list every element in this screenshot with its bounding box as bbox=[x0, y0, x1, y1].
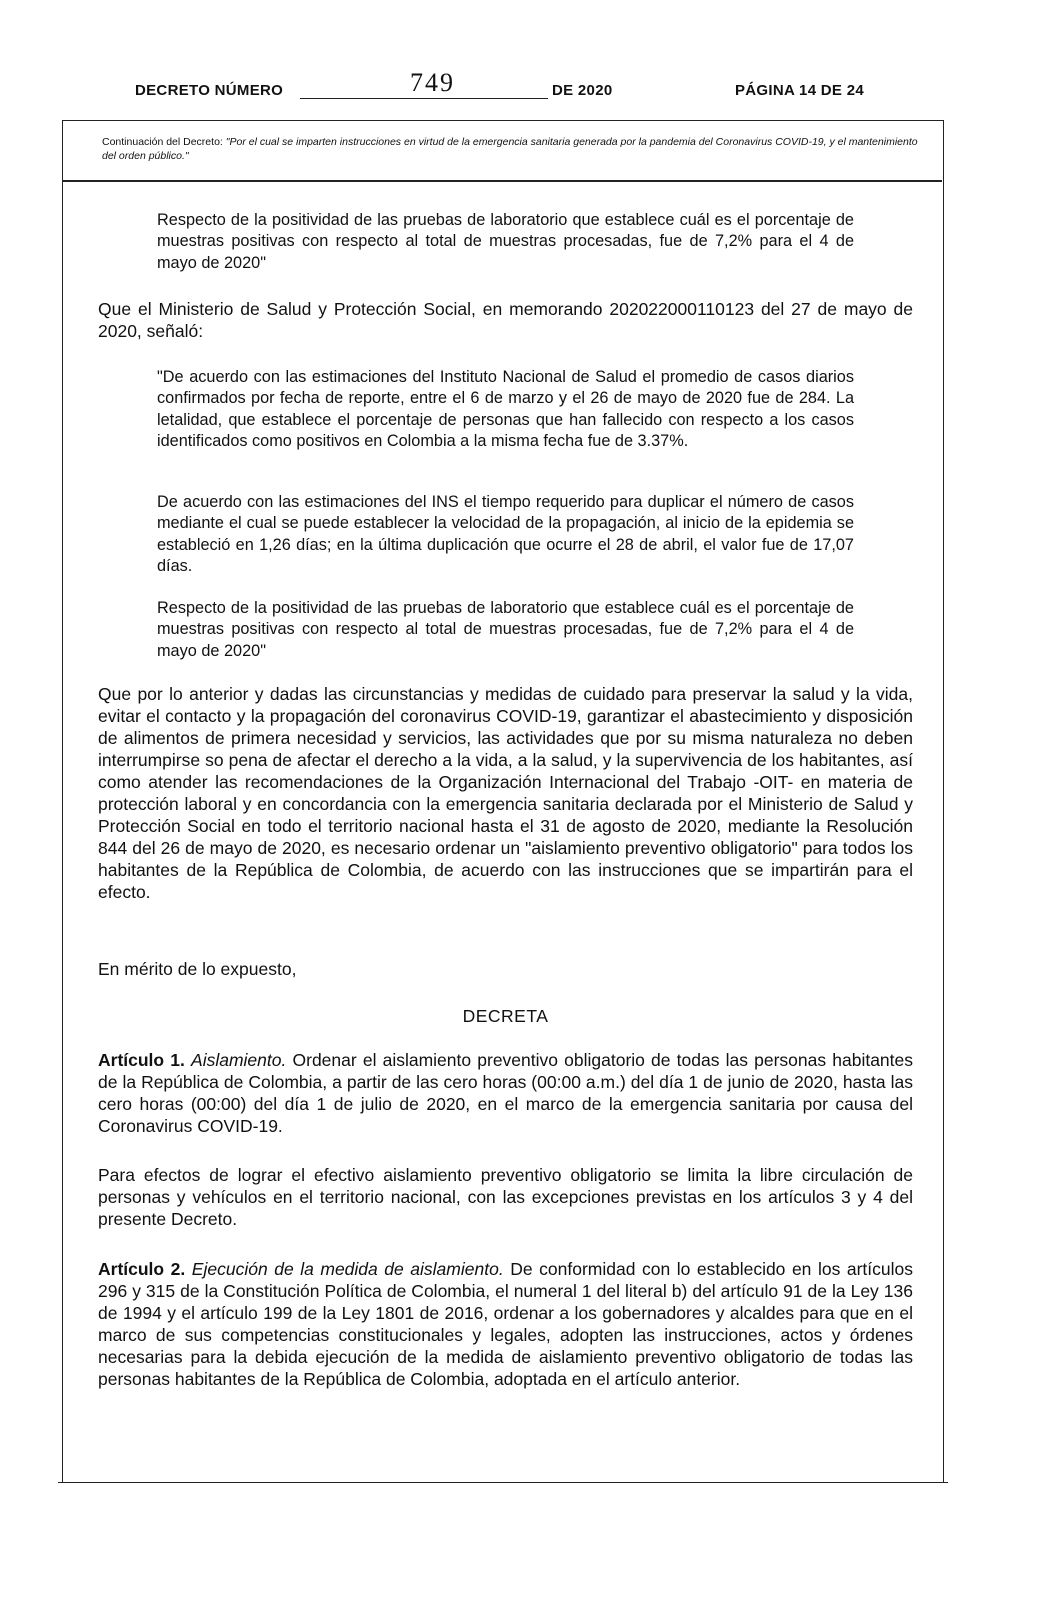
quote-3-text: Respecto de la positividad de las pruebas de laboratorio que establece cuál es el porcentaje de muestras positivas con respecto al total de muestras procesadas, fue de 7,2% para el 4 de mayo de 2020" bbox=[157, 599, 854, 660]
en-merito-text: En mérito de lo expuesto, bbox=[98, 959, 297, 979]
quote-2-text: De acuerdo con las estimaciones del INS el tiempo requerido para duplicar el número de casos mediante el cual se puede establecer la velocidad de la propagación, al inicio de la epidemia se estableció en 1,26 días; en la última duplicación que ocurre el 28 de abril, el valor fue de 17,07 días. bbox=[157, 493, 854, 575]
decreta-heading: DECRETA bbox=[462, 1006, 549, 1026]
quote-3 bbox=[157, 598, 854, 662]
decreto-number: 749 bbox=[410, 68, 455, 97]
decreto-year: DE 2020 bbox=[552, 82, 613, 99]
continuation-text bbox=[102, 135, 922, 163]
article-2-title: Ejecución de la medida de aislamiento. bbox=[191, 1259, 504, 1279]
article-2 bbox=[98, 1258, 913, 1390]
article-1 bbox=[98, 1049, 913, 1137]
article-2-text bbox=[98, 1258, 913, 1390]
article-1-body: Ordenar el aislamiento preventivo obligatorio de todas las personas habitantes de la República de Colombia, a partir de las cero horas (00:00 a.m.) del día 1 de junio de 2020, hasta las cero horas (00:00) del día 1 de julio de 2020, en el marco de la emergencia sanitaria por causa del Coronavirus COVID-19. bbox=[98, 1050, 913, 1136]
decreto-number-line bbox=[300, 98, 548, 99]
top-quote bbox=[157, 210, 854, 274]
continuation-quote: "Por el cual se imparten instrucciones en virtud de la emergencia sanitaria generada por la pandemia del Coronavirus COVID-19, y el mantenimiento del orden público." bbox=[102, 136, 918, 162]
ministerio-text: Que el Ministerio de Salud y Protección Social, en memorando 202022000110123 del 27 de mayo de 2020, señaló: bbox=[98, 299, 913, 341]
article-1-paragraph-2 bbox=[98, 1164, 913, 1230]
article-2-body: De conformidad con lo establecido en los artículos 296 y 315 de la Constitución Política de Colombia, el numeral 1 del literal b) del artículo 91 de la Ley 136 de 1994 y el artículo 199 de la Ley 1801 de 2016, ordenar a los gobernadores y alcaldes para que en el marco de sus competencias constitucionales y legales, adopten las instrucciones, actos y órdenes necesarias para la debida ejecución de la medida de aislamiento preventivo obligatorio de todas las personas habitantes de la República de Colombia, adoptada en el artículo anterior. bbox=[98, 1259, 913, 1389]
continuation-prefix: Continuación del Decreto: bbox=[102, 136, 223, 148]
que-por-lo-anterior-text: Que por lo anterior y dadas las circunstancias y medidas de cuidado para preservar la salud y la vida, evitar el contacto y la propagación del coronavirus COVID-19, garantizar el abastecimiento y disposición de alimentos de primera necesidad y servicios, las actividades que por su misma naturaleza no deben interrumpirse so pena de afectar el derecho a la vida, a la salud, y la supervivencia de los habitantes, así como atender las recomendaciones de la Organización Internacional del Trabajo -OIT- en materia de protección laboral y en concordancia con la emergencia sanitaria declarada por el Ministerio de Salud y Protección Social en todo el territorio nacional hasta el 31 de agosto de 2020, mediante la Resolución 844 del 26 de mayo de 2020, es necesario ordenar un "aislamiento preventivo obligatorio" para todos los habitantes de la República de Colombia, de acuerdo con las instrucciones que se impartirán para el efecto. bbox=[98, 684, 913, 902]
top-quote-text: Respecto de la positividad de las pruebas de laboratorio que establece cuál es el porcentaje de muestras positivas con respecto al total de muestras procesadas, fue de 7,2% para el 4 de mayo de 2020" bbox=[157, 211, 854, 272]
en-merito-paragraph bbox=[98, 958, 913, 980]
que-por-lo-anterior-paragraph bbox=[98, 683, 913, 903]
article-1-text bbox=[98, 1049, 913, 1137]
decreto-label: DECRETO NÚMERO bbox=[135, 82, 284, 99]
page-header bbox=[0, 70, 1037, 110]
quote-1 bbox=[157, 367, 854, 452]
ministerio-paragraph bbox=[98, 298, 913, 342]
page-number: PÁGINA 14 DE 24 bbox=[735, 82, 864, 99]
quote-2 bbox=[157, 492, 854, 577]
article-1-paragraph-2-text: Para efectos de lograr el efectivo aislamiento preventivo obligatorio se limita la libre circulación de personas y vehículos en el territorio nacional, con las excepciones previstas en los artículos 3 y 4 del presente Decreto. bbox=[98, 1165, 913, 1229]
article-1-title: Aislamiento. bbox=[191, 1050, 287, 1070]
continuation-box bbox=[62, 120, 942, 182]
article-1-label: Artículo 1. bbox=[98, 1050, 185, 1070]
frame-bottom-rule bbox=[58, 1482, 948, 1483]
article-2-label: Artículo 2. bbox=[98, 1259, 186, 1279]
quote-1-text: "De acuerdo con las estimaciones del Instituto Nacional de Salud el promedio de casos diarios confirmados por fecha de reporte, entre el 6 de marzo y el 26 de mayo de 2020 fue de 284. La letalidad, que establece el porcentaje de personas que han fallecido con respecto a los casos identificados como positivos en Colombia a la misma fecha fue de 3.37%. bbox=[157, 368, 854, 450]
